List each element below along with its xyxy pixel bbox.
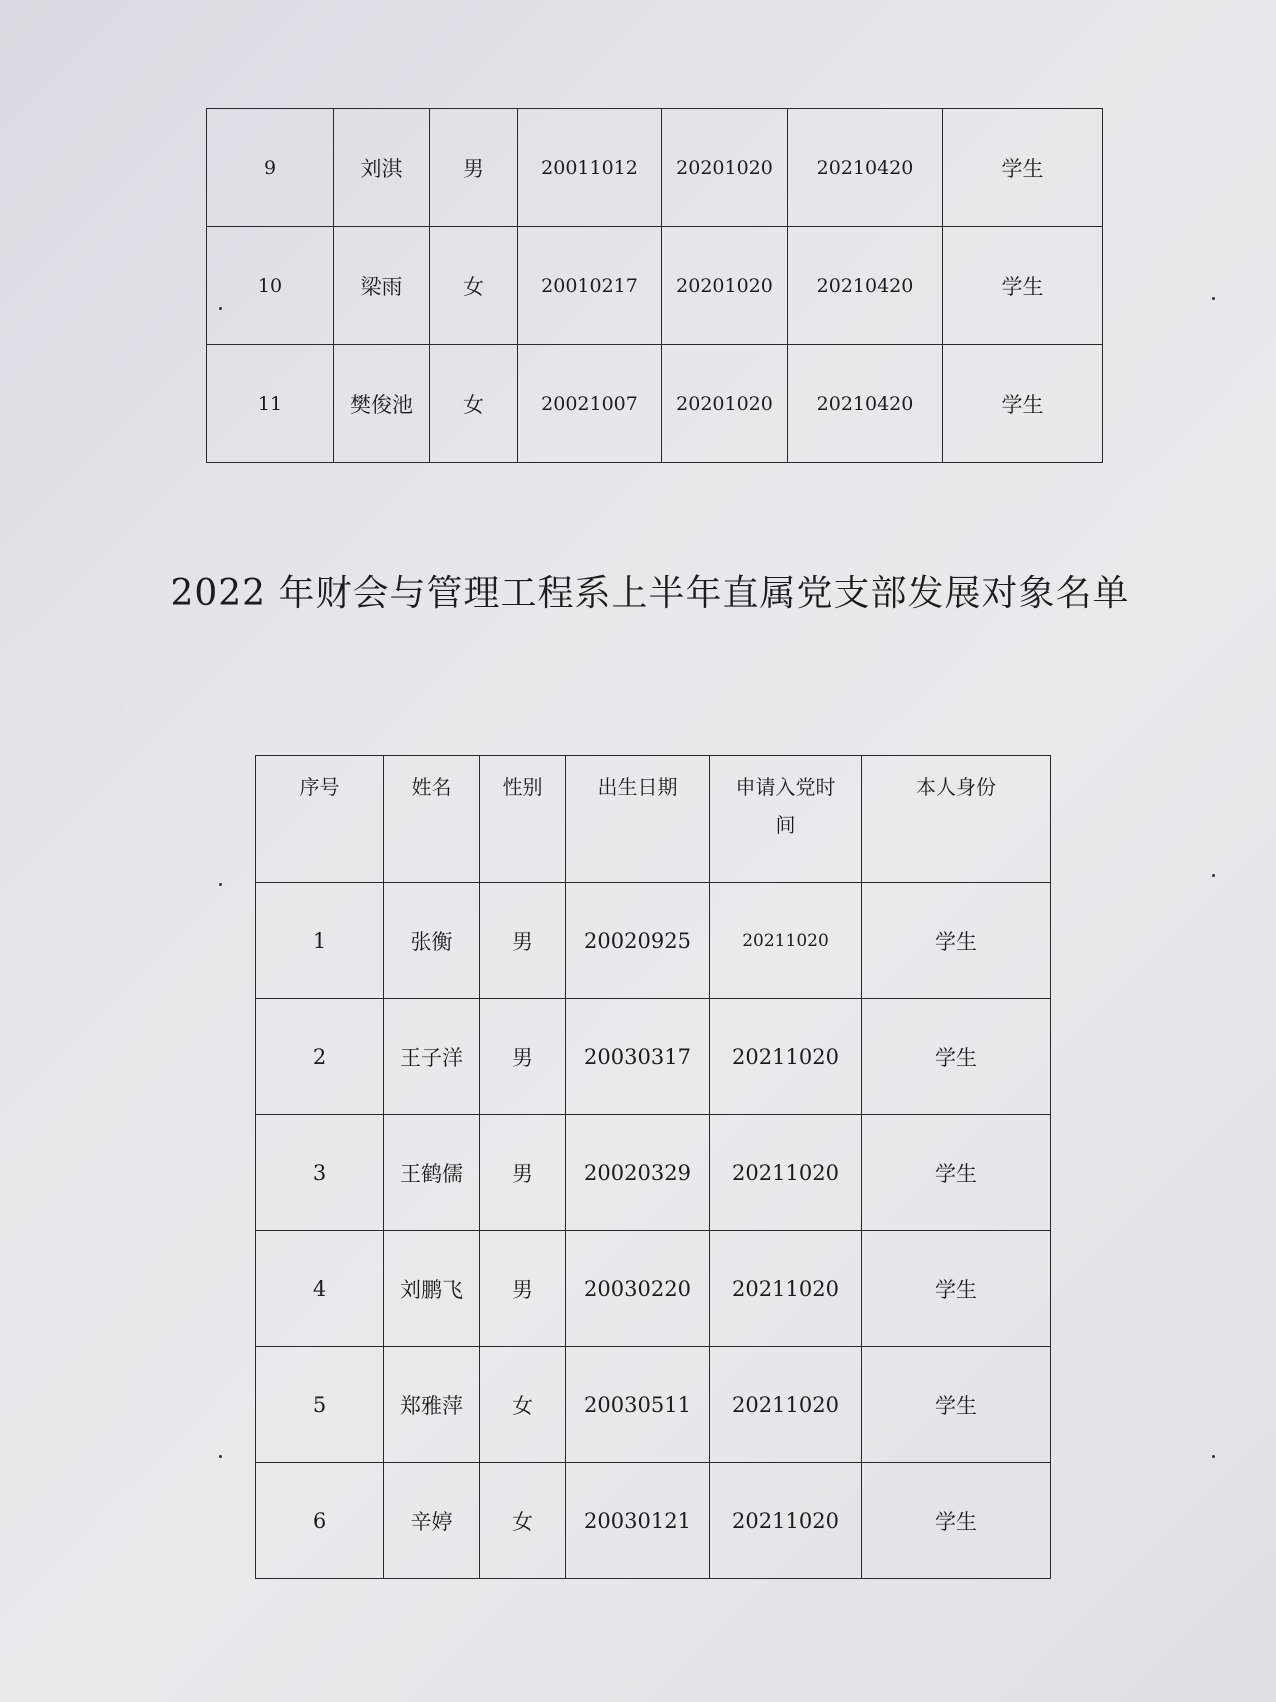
- seq-cell: 3: [256, 1115, 384, 1231]
- birth-date-cell: 20030317: [566, 999, 710, 1115]
- seq-cell: 1: [256, 883, 384, 999]
- identity-cell: 学生: [862, 1347, 1051, 1463]
- header-gender: 性别: [480, 756, 566, 883]
- birth-date-cell: 20021007: [518, 345, 662, 463]
- seq-cell: 4: [256, 1231, 384, 1347]
- gender-cell: 女: [480, 1347, 566, 1463]
- gender-cell: 男: [480, 1115, 566, 1231]
- header-seq: 序号: [256, 756, 384, 883]
- seq-cell: 11: [207, 345, 334, 463]
- identity-cell: 学生: [862, 1231, 1051, 1347]
- name-cell: 刘淇: [334, 109, 430, 227]
- table-row: [256, 1231, 1051, 1347]
- birth-date-cell: 20030220: [566, 1231, 710, 1347]
- paper-speck: [219, 1455, 222, 1458]
- gender-cell: 男: [430, 109, 518, 227]
- identity-cell: 学生: [862, 1463, 1051, 1579]
- table-row: [207, 227, 1103, 345]
- table-row: [256, 1347, 1051, 1463]
- identity-cell: 学生: [943, 227, 1103, 345]
- seq-cell: 2: [256, 999, 384, 1115]
- name-cell: 王鹤儒: [384, 1115, 480, 1231]
- seq-cell: 6: [256, 1463, 384, 1579]
- identity-cell: 学生: [943, 109, 1103, 227]
- name-cell: 梁雨: [334, 227, 430, 345]
- page-title: 2022 年财会与管理工程系上半年直属党支部发展对象名单: [170, 573, 1130, 614]
- table-row: [256, 999, 1051, 1115]
- gender-cell: 男: [480, 883, 566, 999]
- gender-cell: 女: [480, 1463, 566, 1579]
- identity-cell: 学生: [943, 345, 1103, 463]
- gender-cell: 女: [430, 227, 518, 345]
- table-row: [207, 109, 1103, 227]
- header-apply-date: 申请入党时间: [710, 756, 862, 883]
- seq-cell: 10: [207, 227, 334, 345]
- seq-cell: 5: [256, 1347, 384, 1463]
- paper-speck: [219, 307, 222, 310]
- identity-cell: 学生: [862, 1115, 1051, 1231]
- birth-date-cell: 20010217: [518, 227, 662, 345]
- gender-cell: 男: [480, 1231, 566, 1347]
- identity-cell: 学生: [862, 999, 1051, 1115]
- apply-date-cell: 20201020: [662, 109, 788, 227]
- previous-table: [206, 108, 1103, 463]
- gender-cell: 女: [430, 345, 518, 463]
- birth-date-cell: 20020925: [566, 883, 710, 999]
- name-cell: 樊俊池: [334, 345, 430, 463]
- table-row: [256, 1115, 1051, 1231]
- name-cell: 辛婷: [384, 1463, 480, 1579]
- development-candidates-table: [255, 755, 1051, 1579]
- apply-date-cell: 20211020: [710, 1231, 862, 1347]
- apply-date-cell: 20201020: [662, 227, 788, 345]
- apply-date-cell: 20201020: [662, 345, 788, 463]
- apply-date-cell: 20211020: [710, 883, 862, 999]
- activist-date-cell: 20210420: [788, 227, 943, 345]
- birth-date-cell: 20030511: [566, 1347, 710, 1463]
- activist-date-cell: 20210420: [788, 345, 943, 463]
- apply-date-cell: 20211020: [710, 1347, 862, 1463]
- header-identity: 本人身份: [862, 756, 1051, 883]
- header-name: 姓名: [384, 756, 480, 883]
- seq-cell: 9: [207, 109, 334, 227]
- paper-speck: [219, 883, 222, 886]
- apply-date-cell: 20211020: [710, 1115, 862, 1231]
- name-cell: 郑雅萍: [384, 1347, 480, 1463]
- paper-speck: [1212, 297, 1215, 300]
- name-cell: 刘鹏飞: [384, 1231, 480, 1347]
- birth-date-cell: 20020329: [566, 1115, 710, 1231]
- birth-date-cell: 20011012: [518, 109, 662, 227]
- apply-date-cell: 20211020: [710, 1463, 862, 1579]
- name-cell: 张衡: [384, 883, 480, 999]
- table-row: [256, 1463, 1051, 1579]
- table-header-row: [256, 756, 1051, 883]
- apply-date-cell: 20211020: [710, 999, 862, 1115]
- header-birth-date: 出生日期: [566, 756, 710, 883]
- paper-speck: [1212, 874, 1215, 877]
- identity-cell: 学生: [862, 883, 1051, 999]
- activist-date-cell: 20210420: [788, 109, 943, 227]
- birth-date-cell: 20030121: [566, 1463, 710, 1579]
- gender-cell: 男: [480, 999, 566, 1115]
- table-row: [207, 345, 1103, 463]
- paper-speck: [1212, 1455, 1215, 1458]
- table-row: [256, 883, 1051, 999]
- name-cell: 王子洋: [384, 999, 480, 1115]
